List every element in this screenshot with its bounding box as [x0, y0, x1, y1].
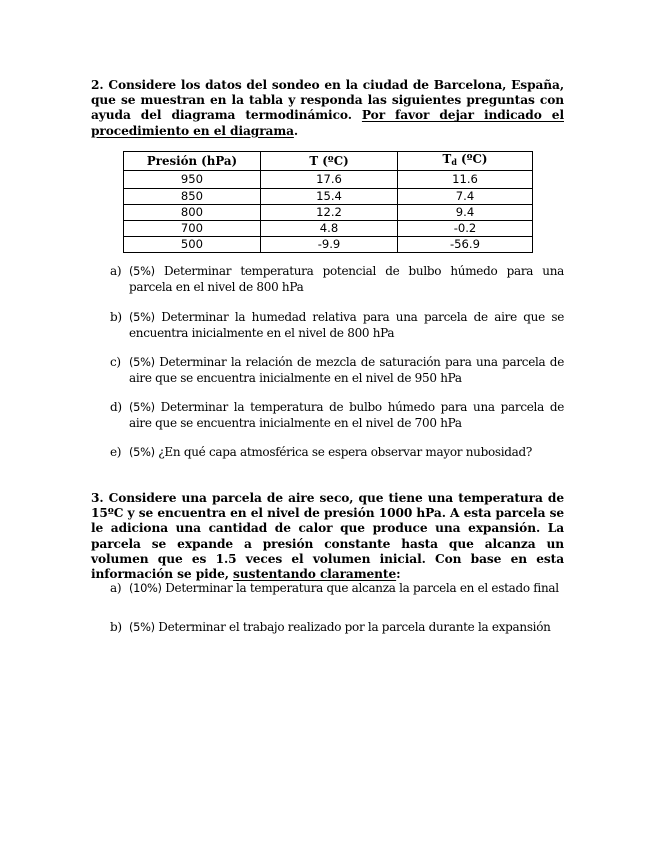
question-3-number: 3. — [91, 491, 104, 505]
table-cell: -9.9 — [261, 237, 398, 253]
table-cell: 17.6 — [261, 171, 398, 189]
question-3-statement — [91, 491, 564, 582]
table-row — [124, 205, 533, 221]
item-text: Determinar la temperatura de bulbo húmedo para una parcela de aire que se encuentra inicialmente en el nivel de 700 hPa — [129, 400, 565, 430]
item-percent: (5%) — [129, 310, 155, 324]
item-label: d) — [110, 400, 122, 414]
header-temperature: T (ºC) — [261, 152, 398, 171]
header-pressure: Presión (hPa) — [124, 152, 261, 171]
item-text: Determinar la temperatura que alcanza la parcela en el estado final — [165, 581, 559, 595]
table-row — [124, 237, 533, 253]
table-cell: 950 — [124, 171, 261, 189]
question-2-statement — [91, 78, 564, 139]
table-cell: 9.4 — [398, 205, 533, 221]
item-percent: (5%) — [129, 620, 155, 634]
table-cell: -0.2 — [398, 221, 533, 237]
question-2e — [110, 445, 564, 461]
item-percent: (10%) — [129, 581, 162, 595]
question-2c — [110, 355, 564, 386]
item-label: b) — [110, 620, 122, 634]
item-label: b) — [110, 310, 122, 324]
table-row — [124, 171, 533, 189]
header-dewpoint: $T_d$ (ºC) — [398, 152, 533, 171]
question-2-text: Considere los datos del sondeo en la ciudad de Barcelona, España, que se muestran en la tabla y responda las siguientes preguntas con ayuda del diagrama termodinámico. — [91, 78, 564, 123]
table-cell: 7.4 — [398, 189, 533, 205]
question-2-end: . — [293, 123, 299, 138]
item-label: a) — [110, 581, 122, 595]
question-3a — [110, 581, 564, 597]
table-cell: 15.4 — [261, 189, 398, 205]
question-3b — [110, 620, 564, 636]
question-2d — [110, 400, 564, 431]
table-row — [124, 221, 533, 237]
table-cell: 4.8 — [261, 221, 398, 237]
sounding-table — [123, 151, 533, 253]
item-percent: (5%) — [129, 264, 155, 278]
question-2b — [110, 310, 564, 341]
table-cell: 850 — [124, 189, 261, 205]
table-cell: 12.2 — [261, 205, 398, 221]
item-text: Determinar el trabajo realizado por la parcela durante la expansión — [158, 620, 551, 634]
table-row — [124, 189, 533, 205]
item-percent: (5%) — [129, 400, 155, 414]
item-text: Determinar la humedad relativa para una parcela de aire que se encuentra inicialmente en el nivel de 800 hPa — [129, 310, 564, 340]
item-text: Determinar temperatura potencial de bulbo húmedo para una parcela en el nivel de 800 hPa — [129, 264, 564, 294]
table-header-row — [124, 152, 533, 171]
item-text: ¿En qué capa atmosférica se espera observar mayor nubosidad? — [158, 445, 533, 459]
item-text: Determinar la relación de mezcla de saturación para una parcela de aire que se encuentra inicialmente en el nivel de 950 hPa — [129, 355, 564, 385]
table-cell: 800 — [124, 205, 261, 221]
question-2-underlined: Por favor dejar indicado el procedimiento en el diagrama — [91, 108, 564, 138]
question-2-number: 2. — [91, 78, 104, 92]
item-label: a) — [110, 264, 122, 278]
table-cell: -56.9 — [398, 237, 533, 253]
question-2a — [110, 264, 564, 295]
table-cell: 700 — [124, 221, 261, 237]
item-label: e) — [110, 445, 122, 459]
item-percent: (5%) — [129, 445, 155, 459]
item-percent: (5%) — [129, 355, 155, 369]
question-3-end: : — [396, 567, 401, 582]
table-cell: 500 — [124, 237, 261, 253]
item-label: c) — [110, 355, 121, 369]
question-3-text: Considere una parcela de aire seco, que tiene una temperatura de 15ºC y se encuentra en el nivel de presión 1000 hPa. A esta parcela se le adiciona una cantidad de calor que produce una expansión. La parcela se expande a presión constante hasta que alcanza un volumen que es 1.5 veces el volumen inicial. Con base en esta información se pide, — [91, 491, 564, 582]
question-3-underlined: sustentando claramente — [233, 567, 397, 582]
table-cell: 11.6 — [398, 171, 533, 189]
